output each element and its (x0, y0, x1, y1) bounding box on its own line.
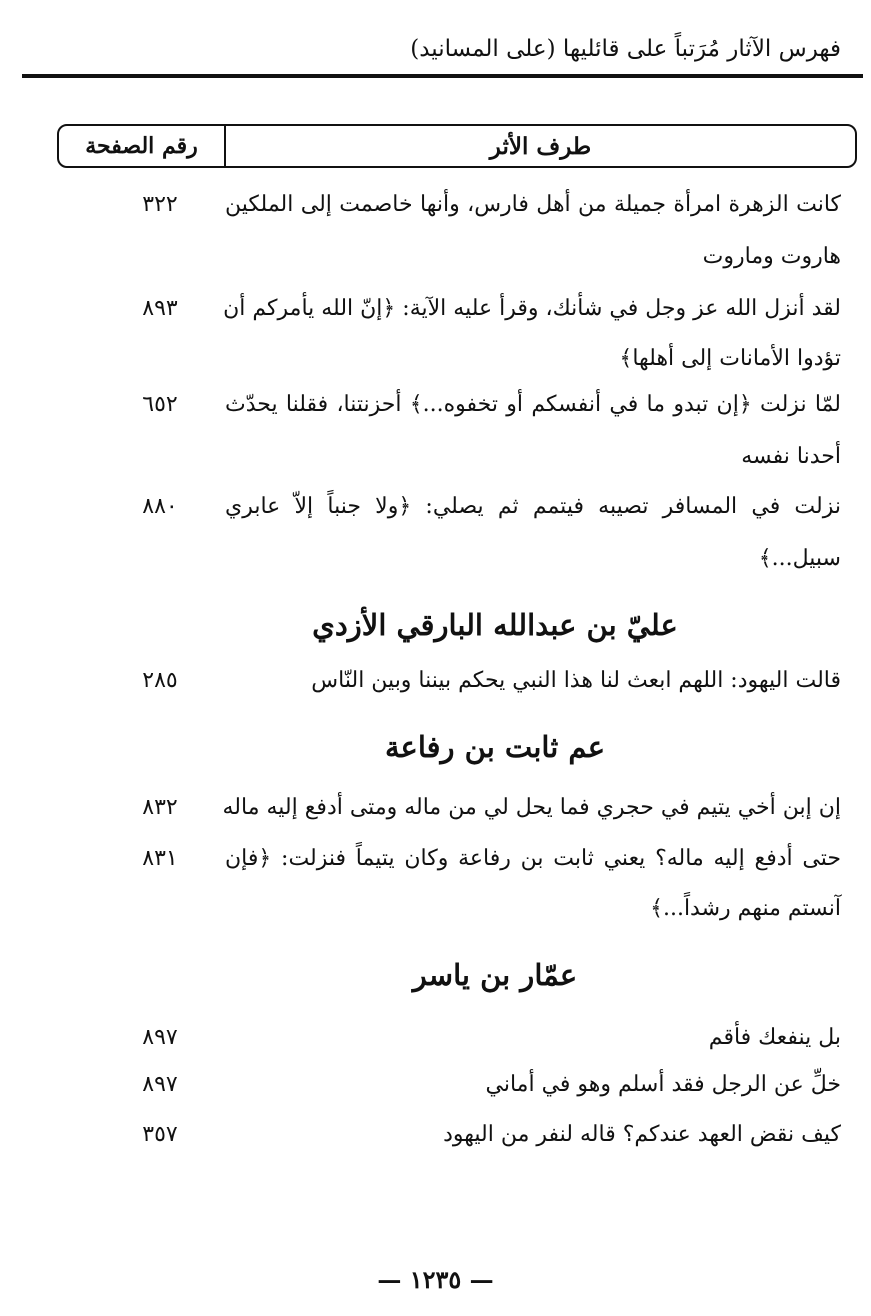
section-heading: عليّ بن عبدالله البارقي الأزدي (312, 608, 678, 642)
entry-text-line: هاروت وماروت (702, 244, 841, 269)
entry-text-line: آنستم منهم رشداً...﴾ (650, 896, 841, 921)
entry-page-number: ٣٢٢ (142, 192, 178, 217)
entry-page-number: ٨٣٢ (142, 795, 178, 820)
entry-text-line: كيف نقض العهد عندكم؟ قاله لنفر من اليهود (443, 1122, 841, 1147)
entry-page-number: ٨٨٠ (142, 494, 178, 519)
entry-page-number: ٦٥٢ (142, 392, 178, 417)
entry-text-line: لمّا نزلت ﴿إن تبدو ما في أنفسكم أو تخفوه...﴾ أحزنتنا، فقلنا يحدّث (225, 392, 841, 417)
entry-page-number: ٨٣١ (142, 846, 178, 871)
entry-text-line: كانت الزهرة امرأة جميلة من أهل فارس، وأنها خاصمت إلى الملكين (225, 192, 841, 217)
column-header (57, 124, 857, 168)
entry-page-number: ٢٨٥ (142, 668, 178, 693)
section-heading: عمّار بن ياسر (412, 958, 578, 992)
page-number-footer: — ١٢٣٥ — (377, 1265, 494, 1294)
entry-text-line: نزلت في المسافر تصيبه فيتمم ثم يصلي: ﴿ولا جنباً إلاّ عابري (225, 494, 841, 519)
entry-text-line: قالت اليهود: اللهم ابعث لنا هذا النبي يحكم بيننا وبين النّاس (311, 668, 841, 693)
entry-text-line: خلِّ عن الرجل فقد أسلم وهو في أماني (485, 1072, 841, 1097)
entry-text-line: تؤدوا الأمانات إلى أهلها﴾ (619, 346, 841, 371)
header-rule (22, 74, 863, 78)
running-title: فهرس الآثار مُرَتباً على قائليها (على المسانيد) (410, 36, 841, 62)
entry-page-number: ٣٥٧ (142, 1122, 178, 1147)
entry-text-line: سبيل...﴾ (758, 546, 841, 571)
column-header-text: طرف الأثر (489, 132, 592, 160)
entry-page-number: ٨٩٣ (142, 296, 178, 321)
entry-text-line: بل ينفعك فأقم (708, 1025, 841, 1050)
section-heading: عم ثابت بن رفاعة (384, 730, 606, 764)
entry-page-number: ٨٩٧ (142, 1072, 178, 1097)
entry-text-line: حتى أدفع إليه ماله؟ يعني ثابت بن رفاعة وكان يتيماً فنزلت: ﴿فإن (225, 846, 841, 871)
entry-text-line: لقد أنزل الله عز وجل في شأنك، وقرأ عليه الآية: ﴿إنّ الله يأمركم أن (223, 296, 841, 321)
column-header-page: رقم الصفحة (59, 126, 226, 166)
entry-text-line: إن إبن أخي يتيم في حجري فما يحل لي من ماله ومتى أدفع إليه ماله (222, 795, 841, 820)
entry-page-number: ٨٩٧ (142, 1025, 178, 1050)
entry-text-line: أحدنا نفسه (741, 444, 841, 469)
